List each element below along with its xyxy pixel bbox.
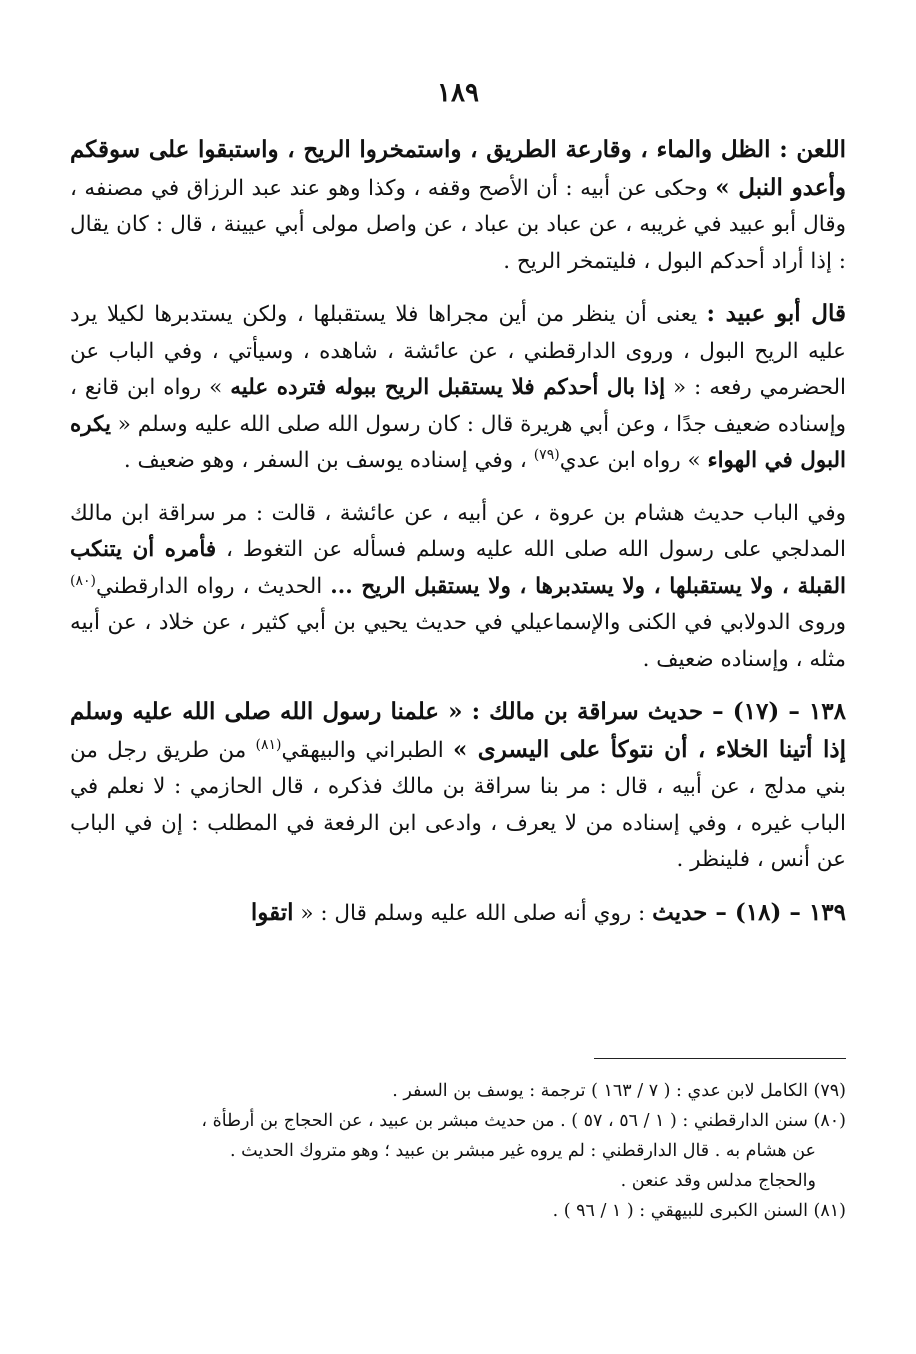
text-segment: » رواه ابن قانع ، وإسناده ضعيف جدًا ، وعن أبي هريرة قال : كان رسول الله صلى الله عليه وسلم «	[70, 375, 846, 437]
paragraph-3	[70, 496, 846, 679]
text-segment: الحديث ، رواه الدارقطني	[95, 573, 331, 599]
hadith-quote: إذا بال أحدكم فلا يستقبل الريح ببوله فترده عليه	[230, 375, 666, 400]
footnotes	[70, 1076, 846, 1226]
text-segment: يعنى أن ينظر من أين مجراها فلا يستقبلها ، ولكن يستدبرها لكيلا يرد عليه الريح البول ، وروى الدارقطني ، عن عائشة ، شاهده ، وسيأتي ، وفي الباب عن الحضرمي رفعه : «	[70, 302, 847, 400]
hadith-heading: ١٣٨ – (١٧) – حديث سراقة بن مالك : « علمنا رسول الله صلى الله عليه وسلم إذا أتينا الخلاء ، أن نتوكأ على اليسرى »	[70, 698, 846, 763]
footnote-ref-81: (٨١)	[255, 736, 282, 753]
hadith-quote: يكره البول في الهواء	[69, 411, 846, 473]
text-segment: وروى الدولابي في الكنى والإسماعيلي في حديث يحيي بن أبي كثير ، عن خلاد ، عن أبيه مثله ، وإسناده ضعيف .	[70, 610, 846, 672]
text-segment: من طريق رجل من بني مدلج ، عن أبيه ، قال : مر بنا سراقة بن مالك فذكره ، قال الحازمي : لا نعلم في الباب غيره ، وفي إسناده من لا يعرف ، وادعى ابن الرفعة في المطلب : إن في الباب عن أنس ، فلينظر .	[70, 737, 846, 872]
text-segment: وفي الباب حديث هشام بن عروة ، عن أبيه ، عن عائشة ، قالت : مر سراقة ابن مالك المدلجي على رسول الله صلى الله عليه وسلم فسأله عن التغوط ،	[70, 500, 846, 562]
footnote-79: (٧٩) الكامل لابن عدي : ( ٧ / ١٦٣ ) ترجمة : يوسف بن السفر .	[392, 1081, 846, 1101]
footnote-80-continuation: عن هشام به . قال الدارقطني : لم يروه غير مبشر بن عبيد ؛ وهو متروك الحديث .	[229, 1141, 816, 1161]
page-number: ١٨٩	[437, 78, 479, 108]
paragraph-2	[70, 296, 846, 480]
text-segment: » رواه ابن عدي	[559, 448, 708, 473]
footnote-separator	[594, 1058, 846, 1059]
bold-segment: قال أبو عبيد :	[706, 300, 846, 327]
footnote-ref-80: (٨٠)	[70, 572, 96, 589]
text-segment: ، وفي إسناده يوسف بن السفر ، وهو ضعيف .	[123, 448, 534, 473]
main-text	[70, 132, 846, 932]
footnote-81: (٨١) السنن الكبرى للبيهقي : ( ١ / ٩٦ ) .	[552, 1201, 846, 1221]
footnote-ref-79: (٧٩)	[533, 446, 560, 463]
footnote-80-continuation: والحجاج مدلس وقد عنعن .	[620, 1171, 816, 1191]
hadith-quote: اتقوا	[250, 898, 294, 926]
hadith-quote: فأمره أن يتنكب القبلة ، ولا يستقبلها ، ولا يستدبرها ، ولا يستقبل الريح ...	[70, 537, 846, 599]
text-segment: : روي أنه صلى الله عليه وسلم قال : «	[293, 900, 653, 926]
bold-segment: اللعن : الظل والماء ، وقارعة الطريق ، واستمخروا الريح ، واستبقوا على سوقكم وأعدو النبل »	[70, 136, 846, 201]
hadith-heading: ١٣٩ – (١٨) – حديث	[652, 898, 846, 926]
paragraph-5	[70, 895, 846, 933]
text-segment: وحكى عن أبيه : أن الأصح وقفه ، وكذا وهو عند عبد الرزاق في مصنفه ، وقال أبو عبيد في غريبه ، عن عباد بن عباد ، عن واصل مولى أبي عيينة ، قال : كان يقال : إذا أراد أحدكم البول ، فليتمخر الريح .	[70, 175, 846, 274]
footnote-80: (٨٠) سنن الدارقطني : ( ١ / ٥٦ ، ٥٧ ) . من حديث مبشر بن عبيد ، عن الحجاج بن أرطأة ،	[201, 1111, 846, 1131]
text-segment: الطبراني والبيهقي	[281, 737, 453, 763]
paragraph-4	[70, 694, 846, 879]
paragraph-1	[70, 132, 846, 280]
